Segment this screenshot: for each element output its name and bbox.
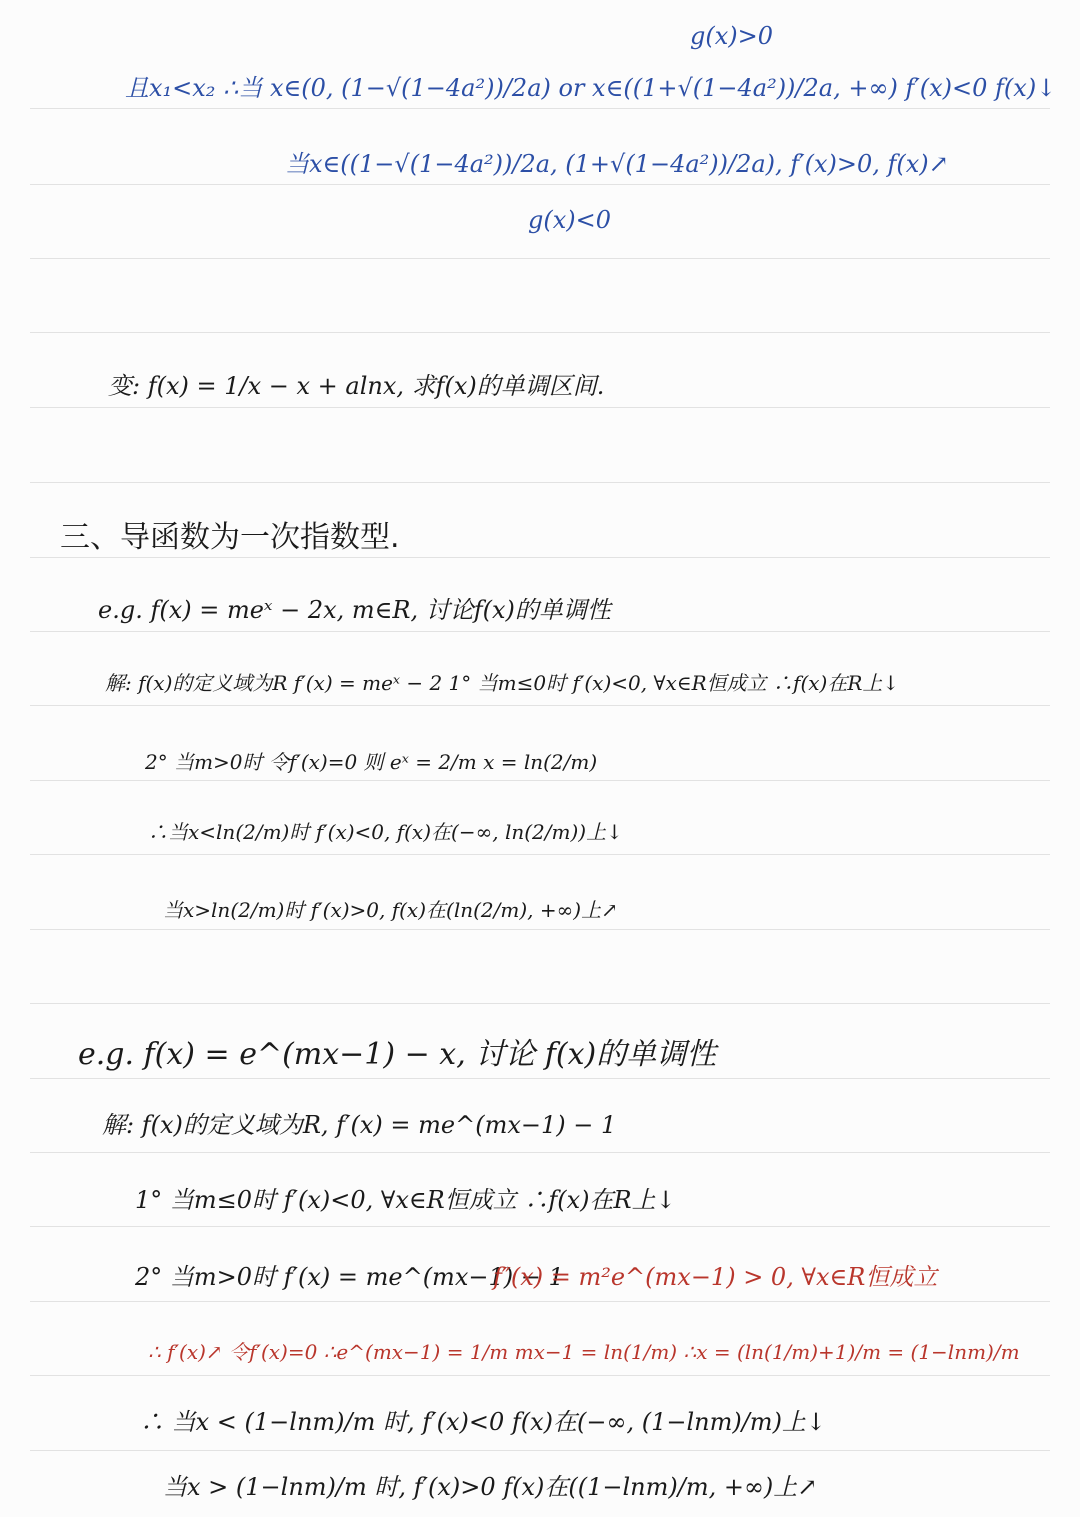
example2-case1: 1° 当m≤0时 f′(x)<0, ∀x∈R恒成立 ∴f(x)在R上↓ [135, 1186, 676, 1214]
ruled-line [30, 557, 1050, 558]
ruled-line [30, 1078, 1050, 1079]
ruled-line [30, 1226, 1050, 1227]
example1-solution-line1: 解: f(x)的定义域为R f′(x) = meˣ − 2 1° 当m≤0时 f′(x)<0, ∀x∈R恒成立 ∴f(x)在R上↓ [105, 671, 900, 695]
example2-critical-point: ∴ f′(x)↗ 令f′(x)=0 ∴e^(mx−1) = 1/m mx−1 = ln(1/m) ∴x = (ln(1/m)+1)/m = (1−lnm)/m [148, 1340, 1020, 1364]
example2-decreasing: ∴ 当x < (1−lnm)/m 时, f′(x)<0 f(x)在(−∞, (1−lnm)/m)上↓ [140, 1408, 827, 1436]
ruled-line [30, 184, 1050, 185]
example2-case2: 2° 当m>0时 f′(x) = me^(mx−1) − 1 [135, 1263, 564, 1291]
ruled-line [30, 780, 1050, 781]
ruled-line [30, 1003, 1050, 1004]
ruled-line [30, 1301, 1050, 1302]
note-interval-increasing: 当x∈((1−√(1−4a²))/2a, (1+√(1−4a²))/2a), f′(x)>0, f(x)↗ [285, 150, 949, 178]
example1-decreasing: ∴当x<ln(2/m)时 f′(x)<0, f(x)在(−∞, ln(2/m))上↓ [148, 820, 623, 844]
variant-problem: 变: f(x) = 1/x − x + alnx, 求f(x)的单调区间. [108, 372, 605, 400]
ruled-line [30, 1450, 1050, 1451]
example2-statement: e.g. f(x) = e^(mx−1) − x, 讨论 f(x)的单调性 [78, 1037, 717, 1072]
ruled-line [30, 482, 1050, 483]
ruled-line [30, 631, 1050, 632]
example2-increasing: 当x > (1−lnm)/m 时, f′(x)>0 f(x)在((1−lnm)/m, +∞)上↗ [163, 1473, 818, 1501]
ruled-line [30, 108, 1050, 109]
ruled-line [30, 854, 1050, 855]
section-heading: 三、导函数为一次指数型. [60, 520, 400, 555]
example2-solution-line1: 解: f(x)的定义域为R, f′(x) = me^(mx−1) − 1 [102, 1111, 617, 1139]
ruled-line [30, 705, 1050, 706]
example1-statement: e.g. f(x) = meˣ − 2x, m∈R, 讨论f(x)的单调性 [98, 596, 611, 624]
ruled-line [30, 332, 1050, 333]
note-g-negative: g(x)<0 [528, 206, 612, 234]
example1-increasing: 当x>ln(2/m)时 f′(x)>0, f(x)在(ln(2/m), +∞)上↗ [163, 898, 618, 922]
example1-case2: 2° 当m>0时 令f′(x)=0 则 eˣ = 2/m x = ln(2/m) [145, 750, 598, 774]
ruled-line [30, 1152, 1050, 1153]
example2-second-derivative: f″(x) = m²e^(mx−1) > 0, ∀x∈R恒成立 [493, 1263, 938, 1291]
ruled-line [30, 407, 1050, 408]
note-interval-decreasing: 且x₁<x₂ ∴当 x∈(0, (1−√(1−4a²))/2a) or x∈((1+√(1−4a²))/2a, +∞) f′(x)<0 f(x)↓ [125, 74, 1057, 102]
ruled-line [30, 929, 1050, 930]
note-g-positive: g(x)>0 [690, 22, 774, 50]
ruled-line [30, 258, 1050, 259]
ruled-line [30, 1375, 1050, 1376]
